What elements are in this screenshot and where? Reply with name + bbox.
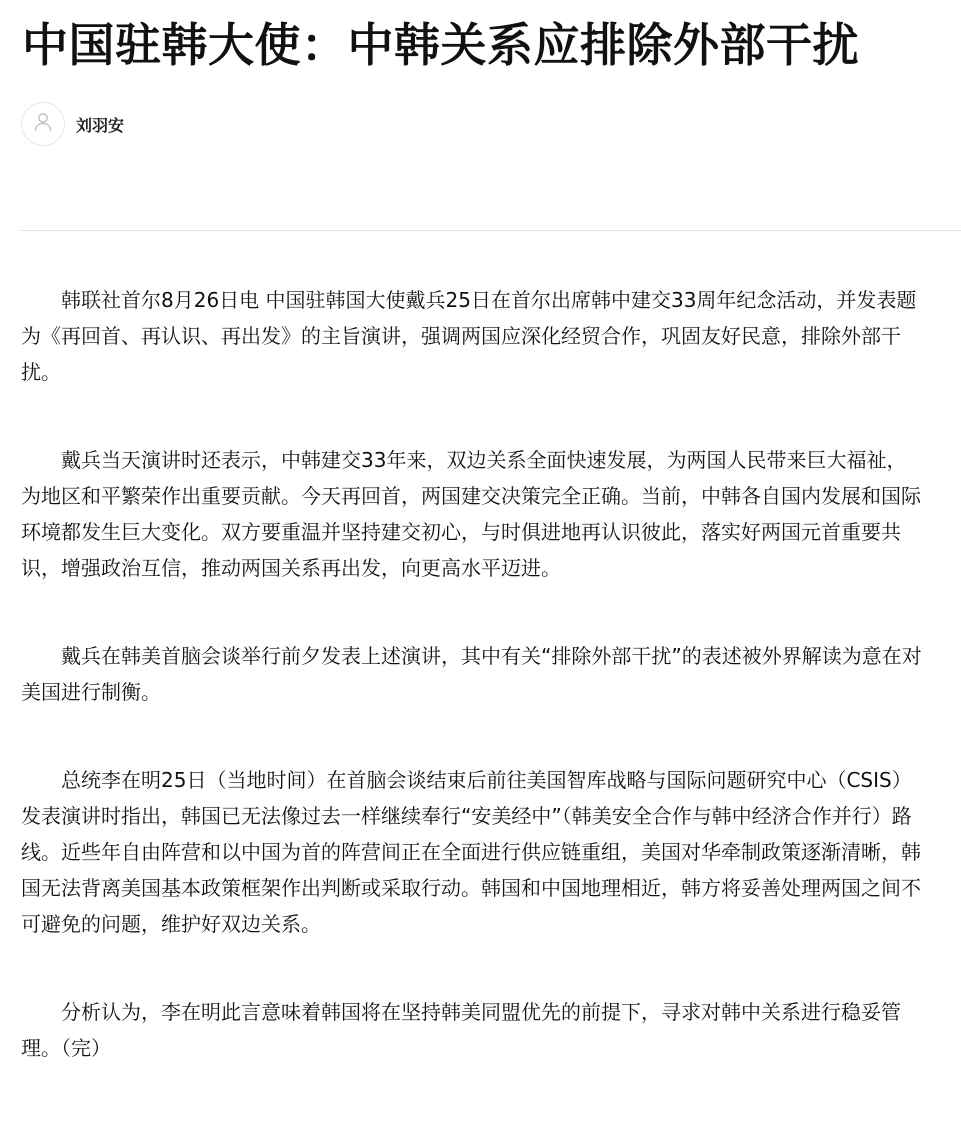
- article-title: 中国驻韩大使：中韩关系应排除外部干扰: [22, 18, 859, 72]
- header-divider: [21, 230, 961, 231]
- article-paragraph: 分析认为，李在明此言意味着韩国将在坚持韩美同盟优先的前提下，寻求对韩中关系进行稳妥管理。（完）: [21, 1000, 901, 1060]
- article-paragraph: 总统李在明25日（当地时间）在首脑会谈结束后前往美国智库战略与国际问题研究中心（CSIS）发表演讲时指出，韩国已无法像过去一样继续奉行“安美经中”（韩美安全合作与韩中经济合作并行）路线。近些年自由阵营和以中国为首的阵营间正在全面进行供应链重组，美国对华牵制政策逐渐清晰，韩国无法背离美国基本政策框架作出判断或采取行动。韩国和中国地理相近，韩方将妥善处理两国之间不可避免的问题，维护好双边关系。: [21, 768, 921, 936]
- article-paragraph: 戴兵当天演讲时还表示，中韩建交33年来，双边关系全面快速发展，为两国人民带来巨大福祉，为地区和平繁荣作出重要贡献。今天再回首，两国建交决策完全正确。当前，中韩各自国内发展和国际环境都发生巨大变化。双方要重温并坚持建交初心，与时俱进地再认识彼此，落实好两国元首重要共识，增强政治互信，推动两国关系再出发，向更高水平迈进。: [21, 448, 921, 580]
- author-avatar[interactable]: [21, 102, 65, 146]
- user-icon: [32, 111, 54, 137]
- article-paragraph: 韩联社首尔8月26日电 中国驻韩国大使戴兵25日在首尔出席韩中建交33周年纪念活动，并发表题为《再回首、再认识、再出发》的主旨演讲，强调两国应深化经贸合作，巩固友好民意，排除外部干扰。: [21, 288, 917, 384]
- article-body: [21, 282, 926, 1118]
- author-name[interactable]: 刘羽安: [76, 115, 125, 135]
- article-paragraph: 戴兵在韩美首脑会谈举行前夕发表上述演讲，其中有关“排除外部干扰”的表述被外界解读为意在对美国进行制衡。: [21, 644, 922, 704]
- author-row: [21, 100, 124, 148]
